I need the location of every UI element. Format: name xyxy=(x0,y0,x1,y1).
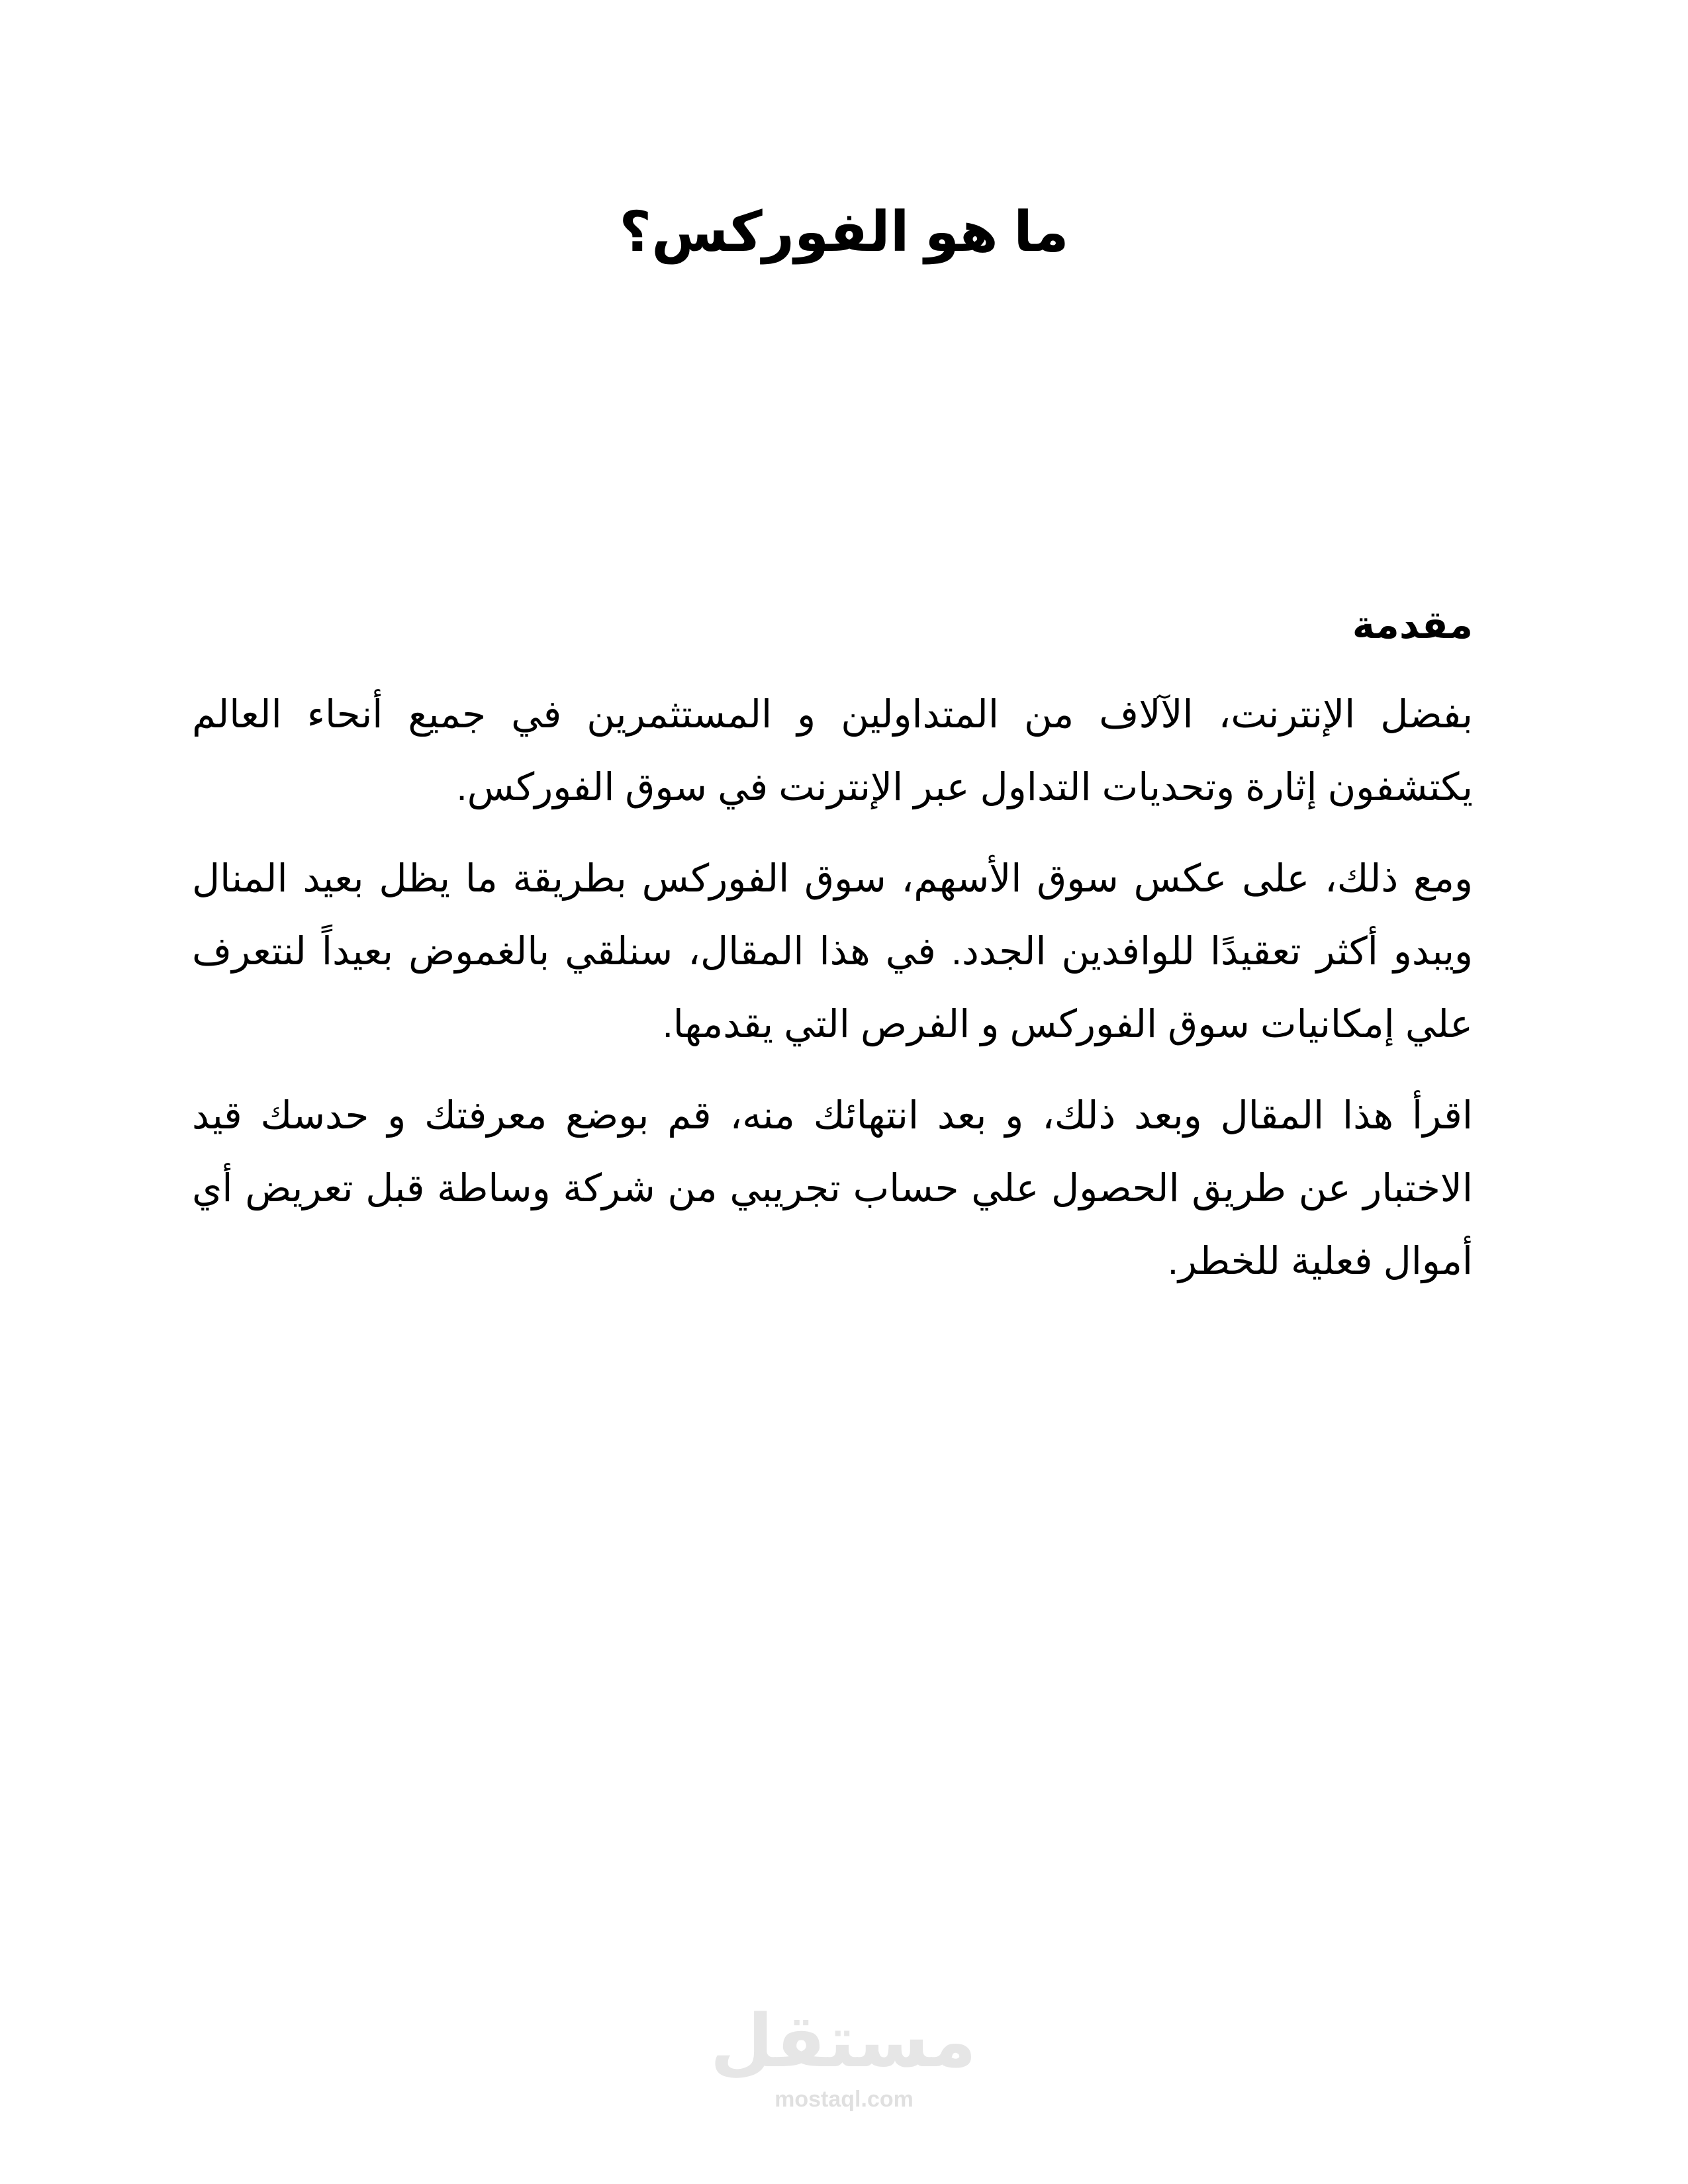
document-title: ما هو الفوركس؟ xyxy=(619,201,1069,263)
watermark xyxy=(712,1999,976,2114)
paragraph-1: بفضل الإنترنت، الآلاف من المتداولين و المستثمرين في جميع أنحاء العالم يكتشفون إثارة وتحديات التداول عبر الإنترنت في سوق الفوركس. xyxy=(192,693,1473,809)
paragraph-2: ومع ذلك، على عكس سوق الأسهم، سوق الفوركس بطريقة ما يظل بعيد المنال ويبدو أكثر تعقيدًا للوافدين الجدد. في هذا المقال، سنلقي بالغموض بعيداً لنتعرف علي إمكانيات سوق الفوركس و الفرص التي يقدمها. xyxy=(192,857,1473,1046)
watermark-logo: مستقل xyxy=(710,2001,976,2082)
document-body xyxy=(192,599,1473,1316)
section-heading: مقدمة xyxy=(1352,604,1473,647)
paragraph-3: اقرأ هذا المقال وبعد ذلك، و بعد انتهائك منه، قم بوضع معرفتك و حدسك قيد الاختبار عن طريق الحصول علي حساب تجريبي من شركة وساطة قبل تعريض أي أموال فعلية للخطر. xyxy=(192,1094,1473,1283)
watermark-url: mostaql.com xyxy=(774,2087,914,2112)
